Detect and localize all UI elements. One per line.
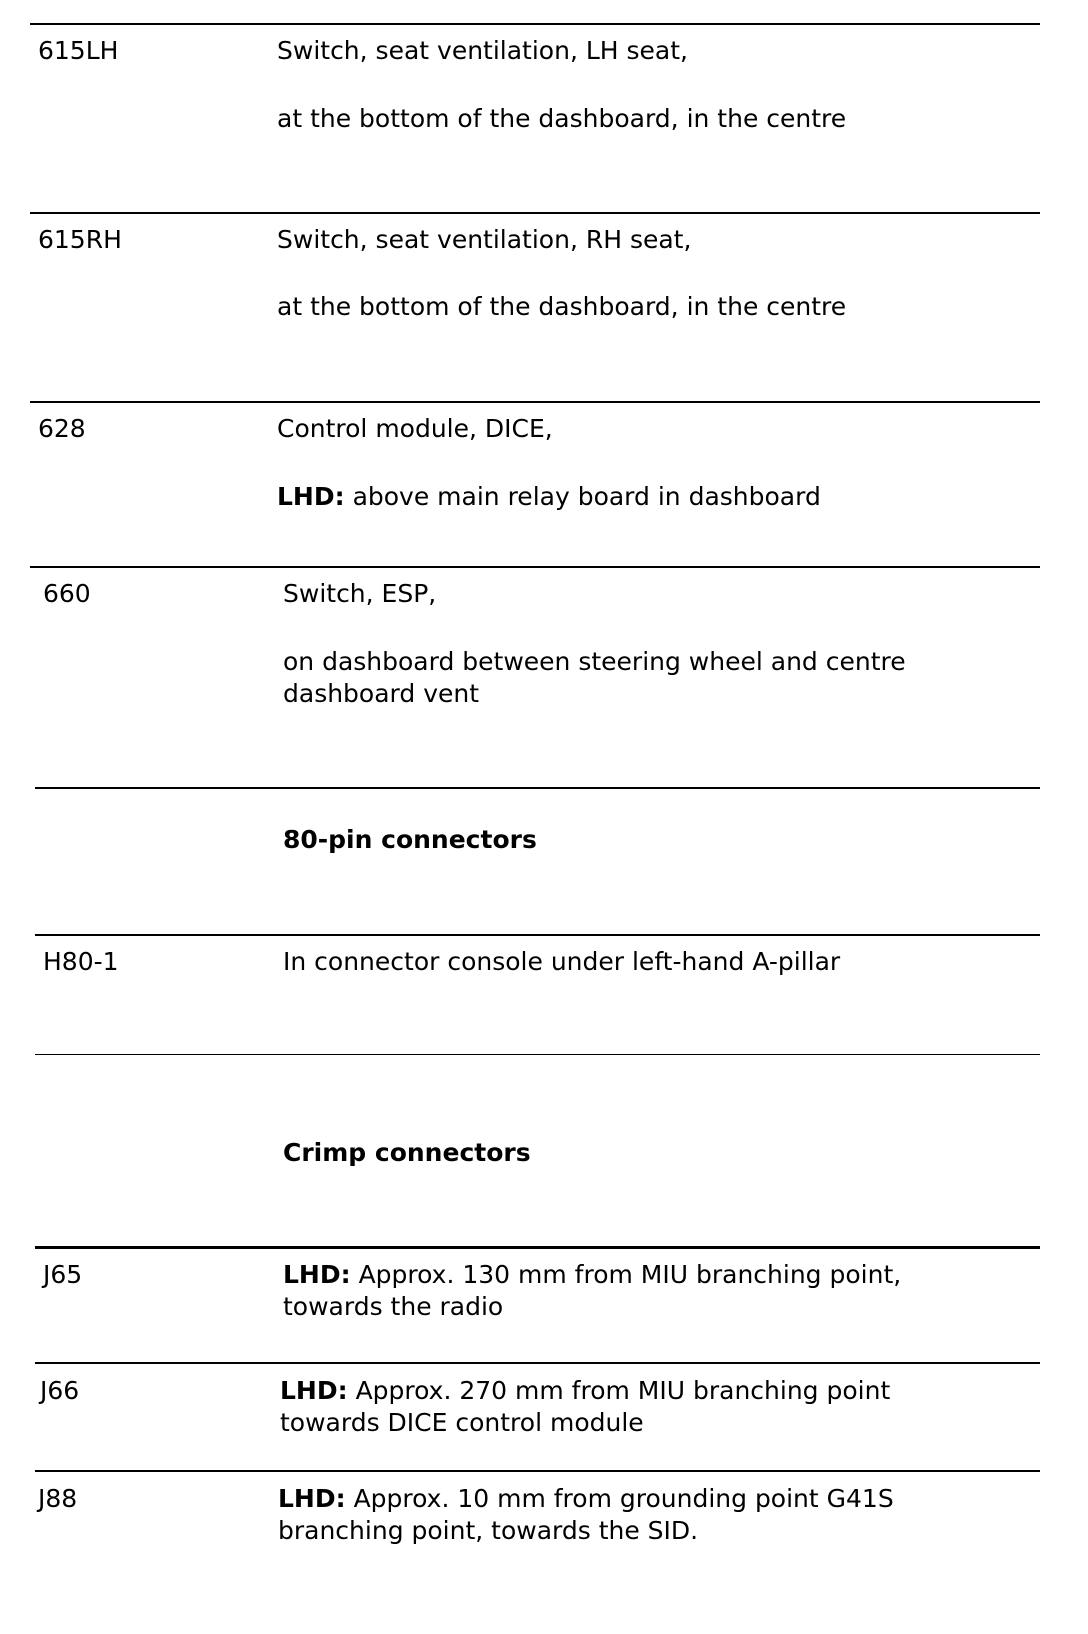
lhd-label: LHD: bbox=[283, 1260, 351, 1289]
lhd-label: LHD: bbox=[280, 1376, 348, 1405]
component-location bbox=[277, 482, 821, 511]
component-location-line1 bbox=[283, 1260, 901, 1289]
component-code: J88 bbox=[38, 1484, 78, 1513]
table-rule bbox=[35, 1362, 1040, 1364]
location-text: Approx. 270 mm from MIU branching point bbox=[355, 1376, 891, 1405]
component-location-line2: towards DICE control module bbox=[280, 1408, 644, 1437]
table-rule bbox=[35, 934, 1040, 936]
table-rule bbox=[35, 1054, 1040, 1055]
component-title: Switch, seat ventilation, LH seat, bbox=[277, 36, 688, 65]
component-location-line1 bbox=[280, 1376, 890, 1405]
component-title: Switch, ESP, bbox=[283, 579, 437, 608]
table-rule bbox=[35, 787, 1040, 789]
component-location-line2: towards the radio bbox=[283, 1292, 504, 1321]
component-location: In connector console under left-hand A-pillar bbox=[283, 947, 841, 976]
component-location-line2: dashboard vent bbox=[283, 679, 480, 708]
component-code: 660 bbox=[43, 579, 91, 608]
table-rule bbox=[35, 1246, 1040, 1249]
table-rule bbox=[30, 23, 1040, 25]
component-code: H80-1 bbox=[43, 947, 119, 976]
table-rule bbox=[30, 401, 1040, 403]
component-code: 615LH bbox=[38, 36, 119, 65]
component-location-line2: branching point, towards the SID. bbox=[278, 1516, 699, 1545]
component-location: at the bottom of the dashboard, in the centre bbox=[277, 292, 847, 321]
lhd-label: LHD: bbox=[278, 1484, 346, 1513]
component-location-line1: on dashboard between steering wheel and centre bbox=[283, 647, 906, 676]
lhd-label: LHD: bbox=[277, 482, 345, 511]
table-rule bbox=[30, 566, 1040, 568]
component-code: J66 bbox=[40, 1376, 80, 1405]
component-code: J65 bbox=[43, 1260, 83, 1289]
component-title: Switch, seat ventilation, RH seat, bbox=[277, 225, 692, 254]
component-code: 615RH bbox=[38, 225, 122, 254]
component-location-line1 bbox=[278, 1484, 894, 1513]
component-code: 628 bbox=[38, 414, 86, 443]
table-rule bbox=[30, 212, 1040, 214]
component-title: Control module, DICE, bbox=[277, 414, 553, 443]
location-text: Approx. 10 mm from grounding point G41S bbox=[353, 1484, 894, 1513]
table-rule bbox=[35, 1470, 1040, 1472]
location-text: Approx. 130 mm from MIU branching point, bbox=[358, 1260, 902, 1289]
section-heading-80-pin: 80-pin connectors bbox=[283, 825, 537, 854]
location-text: above main relay board in dashboard bbox=[352, 482, 821, 511]
component-location: at the bottom of the dashboard, in the centre bbox=[277, 104, 847, 133]
section-heading-crimp: Crimp connectors bbox=[283, 1138, 531, 1167]
